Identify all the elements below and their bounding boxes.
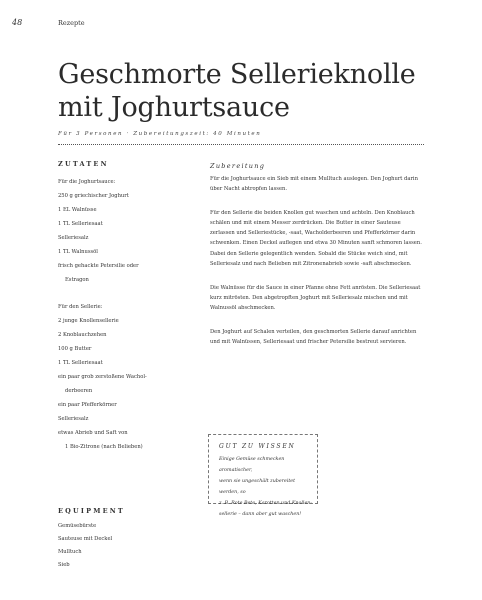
equipment-item: Gemüsebürste	[58, 523, 97, 529]
preparation-paragraph: Die Walnüsse für die Sauce in einer Pfanne ohne Fett anrösten. Die Selleriesaat kurz mitrösten. Den abgetropften Joghurt mit Selleriesalz mischen und mit Walnussöl abschmecken.	[210, 284, 421, 311]
preparation-paragraph: Für den Sellerie die beiden Knollen gut waschen und achteln. Den Knoblauch schälen und mit einem Messer zerdrücken. Die Butter in einer Sauteuse zerlassen und Selleriestücke, -saat, Wacholderbeeren und Pfefferkörner darin schwenken. Einen Deckel auflegen und etwa 30 Minuten sanft schmoren lassen. Dabei den Sellerie gelegentlich wenden. Sobald die Stücke weich sind, mit Selleriesalz und nach Belieben mit Zitronenabrieb sowie -saft abschmecken.	[210, 210, 422, 267]
ingredient-line: Selleriesalz	[58, 235, 89, 241]
ingredient-line: derbeeren	[65, 388, 93, 394]
title-line: mit Joghurtsauce	[58, 92, 290, 123]
ingredient-line: ein paar Pfefferkörner	[58, 402, 117, 408]
title-line: Geschmorte Sellerieknolle	[58, 59, 416, 90]
ingredient-line: Estragon	[65, 277, 89, 283]
divider	[58, 144, 424, 145]
ingredient-line: 1 EL Walnüsse	[58, 207, 97, 213]
preparation-text	[210, 174, 424, 361]
tip-line: sellerie – dann aber gut waschen!	[219, 512, 302, 517]
equipment-item: Sieb	[58, 562, 70, 568]
equipment-item: Sauteuse mit Deckel	[58, 536, 113, 542]
equipment-heading: EQUIPMENT	[58, 507, 125, 515]
equipment-item: Mulltuch	[58, 549, 82, 555]
section-label: Rezepte	[58, 19, 85, 27]
ingredient-line: 100 g Butter	[58, 346, 92, 352]
recipe-subtitle: Für 3 Personen · Zubereitungszeit: 40 Minuten	[58, 131, 262, 137]
tip-line: Einige Gemüse schmecken aromatischer,	[219, 457, 285, 473]
ingredient-line: 1 TL Selleriesaat	[58, 221, 103, 227]
ingredient-line: etwas Abrieb und Saft von	[58, 430, 128, 436]
tip-text	[219, 454, 314, 520]
ingredient-line: Für die Joghurtsauce:	[58, 179, 116, 185]
preparation-heading: Zubereitung	[210, 162, 266, 170]
preparation-paragraph: Für die Joghurtsauce ein Sieb mit einem Mulltuch auslegen. Den Joghurt darin über Nacht abtropfen lassen.	[210, 176, 418, 193]
ingredient-line: Für den Sellerie:	[58, 304, 103, 310]
tip-line: wenn sie ungeschält zubereitet werden, so	[219, 479, 296, 495]
tip-heading: GUT ZU WISSEN	[219, 443, 296, 450]
ingredient-line: frisch gehackte Petersilie oder	[58, 263, 139, 269]
ingredient-line: 250 g griechischer Joghurt	[58, 193, 129, 199]
spacer	[58, 287, 168, 300]
tip-box	[208, 434, 318, 517]
ingredient-line: 2 Knoblauchzehen	[58, 332, 107, 338]
ingredient-line: 2 junge Knollensellerie	[58, 318, 119, 324]
ingredient-line: 1 TL Selleriesaat	[58, 360, 103, 366]
ingredient-line: Selleriesalz	[58, 416, 89, 422]
ingredient-line: ein paar grob zerstoßene Wachol-	[58, 374, 147, 380]
page-number: 48	[12, 18, 23, 27]
ingredient-line: 1 Bio-Zitrone (nach Belieben)	[65, 444, 143, 450]
ingredients-heading: ZUTATEN	[58, 160, 109, 168]
ingredient-line: 1 TL Walnussöl	[58, 249, 98, 255]
tip-line: z. B. Rote Bete, Karotten und Knollen-	[219, 501, 313, 506]
recipe-title	[58, 58, 416, 124]
preparation-paragraph: Den Joghurt auf Schalen verteilen, den geschmorten Sellerie darauf anrichten und mit Walnüssen, Selleriesaat und frischer Petersilie bestreut servieren.	[210, 329, 417, 346]
ingredients-list	[58, 175, 168, 454]
equipment-list	[58, 520, 112, 572]
